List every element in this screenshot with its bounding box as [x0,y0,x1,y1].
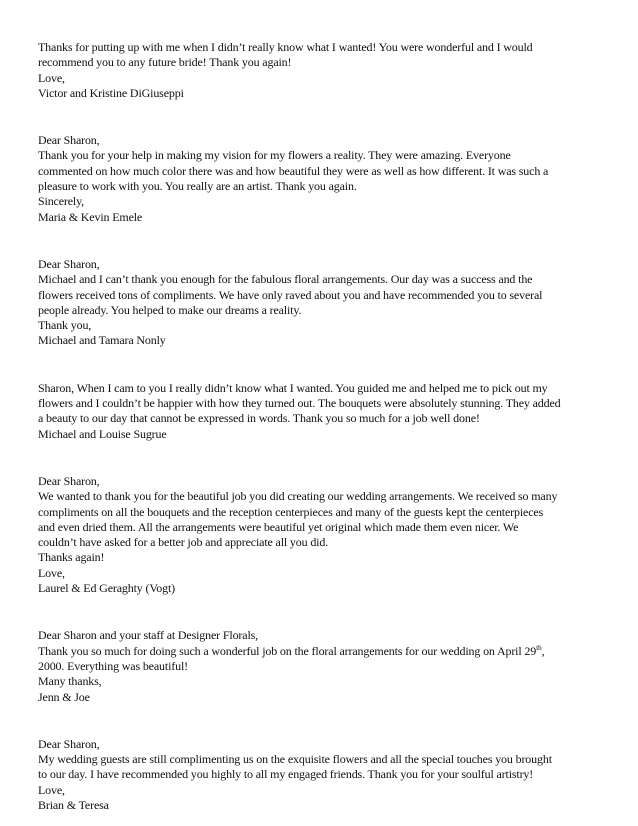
signature: Jenn & Joe [38,689,90,704]
text-line: Thank you for your help in making my vision for my flowers a reality. They were amazing. Everyone [38,148,511,163]
text-line: flowers and I couldn’t be happier with how they turned out. The bouquets were absolutely stunning. They added [38,396,561,411]
text-line: We wanted to thank you for the beautiful job you did creating our wedding arrangements. We received so many [38,489,558,504]
signature: Michael and Louise Sugrue [38,426,167,441]
testimonial-geraghty [38,474,608,596]
testimonial-sugrue [38,381,608,442]
testimonial-nonly [38,257,608,349]
date-line-text: Thank you so much for doing such a wonderful job on the floral arrangements for our wedding on April 29 [38,643,537,658]
greeting: Dear Sharon, [38,256,100,271]
closing: Love, [38,565,65,580]
testimonial-digiuseppi [38,40,608,101]
text-line: compliments on all the bouquets and the reception centerpieces and many of the guests kept the centerpieces [38,504,544,519]
signature: Laurel & Ed Geraghty (Vogt) [38,581,176,596]
text-line: Thanks again! [38,550,105,565]
text-line: 2000. Everything was beautiful! [38,658,188,673]
text-line: recommend you to any future bride! Thank you again! [38,55,292,70]
closing: Love, [38,70,65,85]
text-line: Sharon, When I cam to you I really didn’t know what I wanted. You guided me and helped me to pick out my [38,380,548,395]
closing: Sincerely, [38,194,85,209]
date-ordinal-suffix: th [536,642,542,652]
closing: Many thanks, [38,674,102,689]
greeting: Dear Sharon, [38,473,100,488]
text-line: pleasure to work with you. You really are an artist. Thank you again. [38,179,357,194]
closing: Thank you, [38,318,92,333]
testimonial-jenn-joe [38,628,608,704]
text-line: a beauty to our day that cannot be expressed in words. Thank you so much for a job well done! [38,411,480,426]
testimonial-brian-teresa [38,737,608,813]
signature: Maria & Kevin Emele [38,209,143,224]
text-line: commented on how much color there was and how beautiful they were as well as how different. It was such a [38,163,549,178]
text-line: people already. You helped to make our dreams a reality. [38,302,302,317]
text-line: Michael and I can’t thank you enough for the fabulous floral arrangements. Our day was a success and the [38,272,533,287]
closing: Love, [38,782,65,797]
signature: Brian & Teresa [38,797,109,812]
date-line-end: , [541,643,545,658]
signature: Michael and Tamara Nonly [38,333,166,348]
testimonials-page [38,40,608,813]
greeting: Dear Sharon, [38,736,100,751]
text-line: Thanks for putting up with me when I didn’t really know what I wanted! You were wonderful and I would [38,40,533,54]
greeting: Dear Sharon, [38,133,100,148]
testimonial-emele [38,133,608,225]
text-line: to our day. I have recommended you highly to all my engaged friends. Thank you for your soulful artistry! [38,767,534,782]
text-line: couldn’t have asked for a better job and appreciate all you did. [38,535,329,550]
signature: Victor and Kristine DiGiuseppi [38,85,184,100]
text-line: My wedding guests are still complimenting us on the exquisite flowers and all the special touches you brought [38,752,552,767]
greeting: Dear Sharon and your staff at Designer Florals, [38,628,259,643]
text-line: and even dried them. All the arrangements were beautiful yet original which made them even nicer. We [38,519,519,534]
text-line: flowers received tons of compliments. We have only raved about you and have recommended you to several [38,287,543,302]
date-line [38,644,608,659]
